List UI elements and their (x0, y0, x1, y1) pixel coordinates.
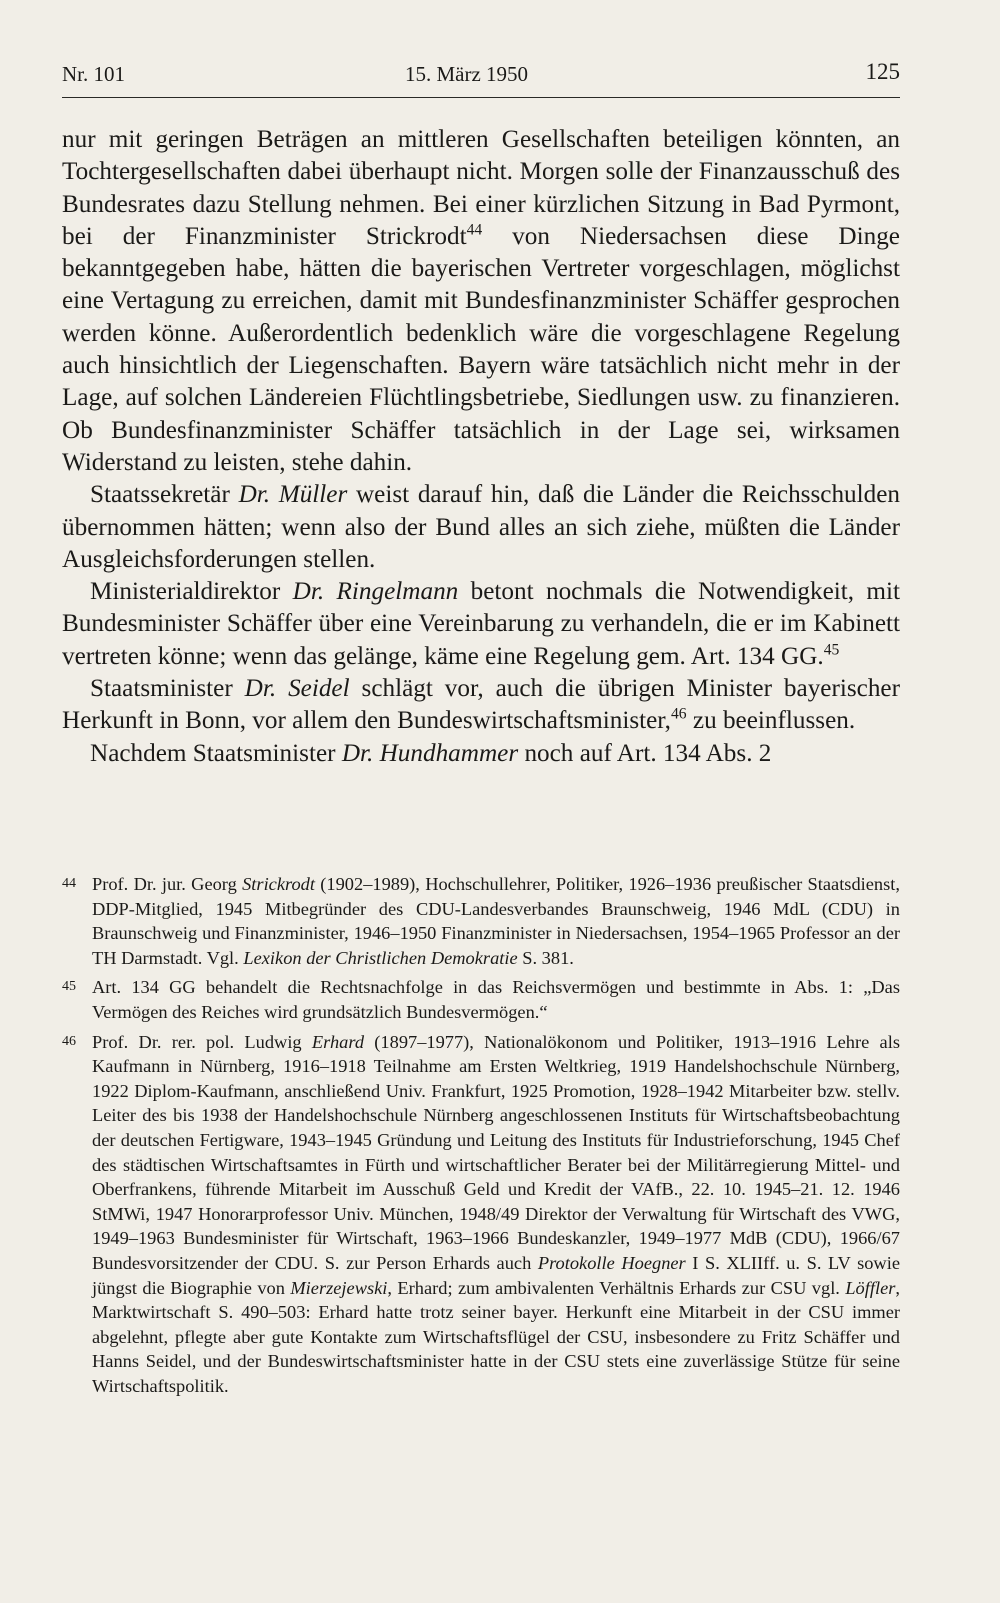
footnote-number: 44 (62, 876, 76, 891)
speaker-name: Dr. Seidel (244, 675, 350, 703)
running-header (62, 58, 900, 92)
speaker-name: Dr. Hundhammer (341, 739, 519, 767)
speaker-name: Dr. Müller (238, 481, 348, 509)
speaker-name: Dr. Ringelmann (292, 578, 459, 606)
paragraph: nur mit geringen Beträgen an mittleren Gesellschaften beteiligen könnten, an Tochtergesellschaften dabei überhaupt nicht. Morgen solle der Finanzausschuß des Bundesrates dazu Stellung nehmen. Bei einer kürzlichen Sitzung in Bad Pyrmont, bei der Finanzminister Strickrodt$^{44}$ von Niedersachsen diese Dinge bekanntgegeben habe, hätten die bayerischen Vertreter vorgeschlagen, möglichst eine Vertagung zu erreichen, damit mit Bundesfinanzminister Schäffer gesprochen werden könne. Außerordentlich bedenklich wäre die vorgeschlagene Regelung auch hinsichtlich der Liegenschaften. Bayern wäre tatsächlich nicht mehr in der Lage, auf solchen Ländereien Flüchtlingsbetriebe, Siedlungen usw. zu finanzieren. Ob Bundesfinanzminister Schäffer tatsächlich in der Lage sei, wirksamen Widerstand zu leisten, stehe dahin. (62, 126, 900, 476)
footnote-number: 45 (62, 979, 76, 995)
footnote-ref: 45 (823, 641, 840, 659)
paragraph: Nachdem Staatsminister Dr. Hundhammer noch auf Art. 134 Abs. 2 (90, 739, 772, 767)
footnote: 46 Prof. Dr. rer. pol. Ludwig Erhard (1897–1977), Nationalökonom und Politiker, 1913–1916 Lehre als Kaufmann in Nürnberg, 1916–1918 Teilnahme am Ersten Weltkrieg, 1919 Handelshochschule Nürnberg, 1922 Diplom-Kaufmann, anschließend Univ. Frankfurt, 1925 Promotion, 1928–1942 Mitarbeiter bzw. stellv. Leiter des bis 1938 der Handelshochschule Nürnberg angeschlossenen Instituts für Wirtschaftsbeobachtung der deutschen Fertigware, 1943–1945 Gründung und Leitung des Instituts für Industrieforschung, 1945 Chef des städtischen Wirtschaftsamtes in Fürth und wirtschaftlicher Berater bei der Militärregierung Mittel- und Oberfrankens, führende Mitarbeit im Ausschuß Geld und Kredit der VAfB., 22. 10. 1945–21. 12. 1946 StMWi, 1947 Honorarprofessor Univ. München, 1948/49 Direktor der Verwaltung für Wirtschaft des VWG, 1949–1963 Bundesminister für Wirtschaft, 1963–1966 Bundeskanzler, 1949–1977 MdB (CDU), 1966/67 Bundesvorsitzender der CDU. S. zur Person Erhards auch Protokolle Hoegner I S. XLIIff. u. S. LV sowie jüngst die Biographie von Mierzejewski, Erhard; zum ambivalenten Verhältnis Erhards zur CSU vgl. Löffler, Marktwirtschaft S. 490–503: Erhard hatte trotz seiner bayer. Herkunft eine Mitarbeit in der CSU immer abgelehnt, pflegte aber gute Kontakte zum Wirtschaftsflügel der CSU, insbesondere zu Fritz Schäffer und Hanns Seidel, und der Bundeswirtschaftsminister hatte in der CSU stets eine zuverlässige Stütze für seine Wirtschaftspolitik. (62, 1031, 900, 1396)
document-date: 15. März 1950 (405, 62, 529, 86)
document-number: Nr. 101 (62, 62, 125, 86)
header-rule (62, 97, 900, 98)
footnote-ref: 44 (466, 221, 483, 239)
paragraph: Staatsminister Dr. Seidel schlägt vor, auch die übrigen Minister bayerischer Herkunft in Bonn, vor allem den Bundeswirtschaftsminister,$^{46}$ zu beeinflussen. (62, 675, 900, 735)
footnote: 45 Art. 134 GG behandelt die Rechtsnachfolge in das Reichsvermögen und bestimmte in Abs. 1: „Das Vermögen des Reiches wird grundsätzlich Bundesvermögen.“ (62, 977, 900, 1022)
page-number: 125 (865, 59, 900, 84)
footnote: 44 Prof. Dr. jur. Georg Strickrodt (1902–1989), Hochschullehrer, Politiker, 1926–1936 preußischer Staatsdienst, DDP-Mitglied, 1945 Mitbegründer des CDU-Landesverbandes Braunschweig, 1946 MdL (CDU) in Braunschweig und Finanzminister, 1946–1950 Finanzminister in Niedersachsen, 1954–1965 Professor an der TH Darmstadt. Vgl. Lexikon der Christlichen Demokratie S. 381. (62, 874, 900, 968)
main-text (62, 124, 900, 770)
paragraph: Ministerialdirektor Dr. Ringelmann betont nochmals die Notwendigkeit, mit Bundesminister Schäffer über eine Vereinbarung zu verhandeln, die er im Kabinett vertreten könne; wenn das gelänge, käme eine Regelung gem. Art. 134 GG.$^{45}$ (62, 578, 901, 670)
footnote-ref: 46 (670, 705, 687, 723)
paragraph: Staatssekretär Dr. Müller weist darauf hin, daß die Länder die Reichsschulden übernommen hätten; wenn also der Bund alles an sich ziehe, müßten die Länder Ausgleichsforderungen stellen. (62, 481, 900, 573)
footnotes (62, 872, 900, 1398)
footnote-number: 46 (62, 1033, 76, 1049)
